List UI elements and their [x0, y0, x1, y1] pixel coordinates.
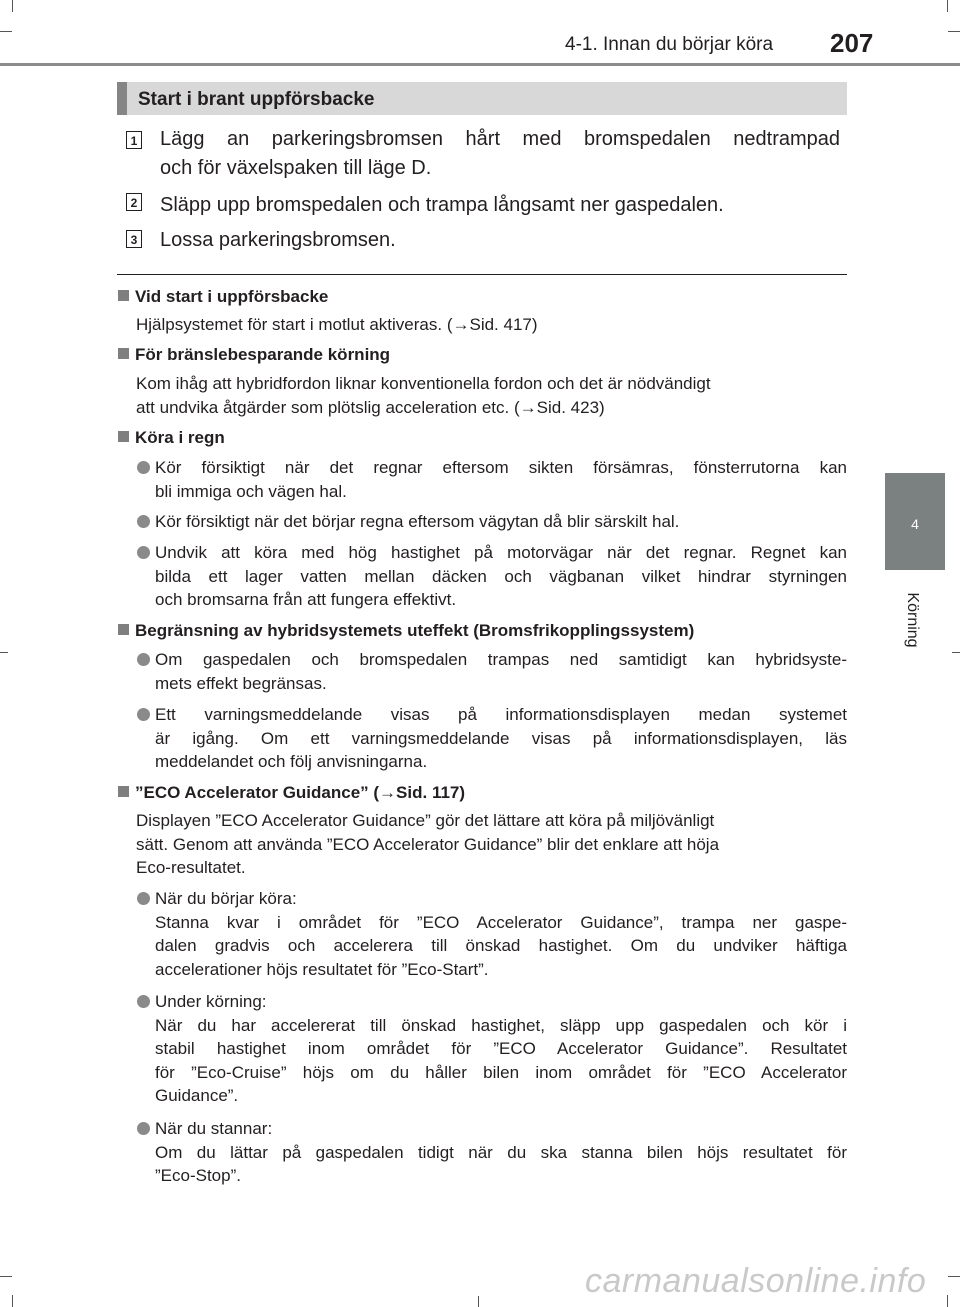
square-bullet-icon [118, 786, 129, 797]
bullet-line: är igång. Om ett varningsmeddelande visas på informationsdisplayen, läs [155, 728, 847, 748]
note-heading-text: Begränsning av hybridsystemets uteffekt (Bromsfrikopplingssystem) [135, 621, 695, 640]
step-text [160, 125, 840, 183]
chapter-label-wrap [902, 580, 922, 660]
crop-mark [947, 0, 948, 12]
page-number: 207 [830, 28, 874, 58]
square-bullet-icon [118, 348, 129, 359]
note-heading-text: Köra i regn [135, 428, 225, 447]
note-body [136, 372, 846, 419]
bullet-line: stabil hastighet inom området för ”ECO Accelerator Guidance”. Resultatet [155, 1039, 847, 1058]
note-heading [118, 783, 465, 803]
bullet-line: Om du lättar på gaspedalen tidigt när du ska stanna bilen höjs resultatet för [155, 1142, 847, 1162]
note-heading [118, 621, 694, 641]
circle-bullet-icon [137, 515, 150, 528]
bullet-line: Kör försiktigt när det börjar regna eftersom vägytan då blir särskilt hal. [155, 512, 680, 531]
bullet-line: Ett varningsmeddelande visas på informationsdisplayen medan systemet [155, 705, 847, 724]
bullet-line: meddelandet och följ anvisningarna. [155, 752, 428, 771]
step-text [160, 191, 840, 220]
header-rule [0, 63, 960, 66]
divider [117, 274, 847, 275]
crop-mark [948, 1276, 960, 1277]
watermark: carmanualsonline.info [585, 1262, 927, 1300]
bullet-item [137, 887, 847, 981]
note-line: Kom ihåg att hybridfordon liknar konventionella fordon och det är nödvändigt [136, 374, 711, 393]
bullet-line: accelerationer höjs resultatet för ”Eco-Start”. [155, 959, 489, 979]
crop-mark [0, 31, 12, 32]
bullet-line: Undvik att köra med hög hastighet på motorvägar när det regnar. Regnet kan [155, 543, 847, 562]
crop-mark [12, 1295, 13, 1307]
bullet-item [137, 1117, 847, 1188]
note-line: Displayen ”ECO Accelerator Guidance” gör det lättare att köra på miljövänligt [136, 811, 715, 830]
bullet-item [137, 990, 847, 1108]
step-line: Lägg an parkeringsbromsen hårt med bromspedalen nedtrampad [160, 128, 840, 150]
step-text [160, 226, 840, 255]
section-banner [117, 82, 847, 115]
bullet-line: bilda ett lager vatten mellan däcken och vägbanan vilket hindrar styrningen [155, 566, 847, 586]
chapter-tab [885, 473, 945, 570]
banner-accent [117, 82, 127, 115]
note-line: sätt. Genom att använda ”ECO Accelerator Guidance” blir det enklare att höja [136, 834, 720, 854]
circle-bullet-icon [137, 461, 150, 474]
crop-mark [952, 652, 960, 653]
note-heading [118, 428, 225, 448]
note-heading-text: Vid start i uppförsbacke [135, 287, 329, 306]
circle-bullet-icon [137, 1122, 150, 1135]
bullet-line: dalen gradvis och accelerera till önskad hastighet. Om du undviker häftiga [155, 936, 847, 955]
bullet-line: När du har accelererat till önskad hastighet, släpp upp gaspedalen och kör i [155, 1015, 847, 1035]
bullet-item [137, 510, 847, 534]
bullet-line: ”Eco-Stop”. [155, 1166, 241, 1185]
bullet-line: Om gaspedalen och bromspedalen trampas ned samtidigt kan hybridsyste- [155, 650, 847, 669]
circle-bullet-icon [137, 546, 150, 559]
step-number: 1 [126, 131, 142, 149]
square-bullet-icon [118, 624, 129, 635]
bullet-line: bli immiga och vägen hal. [155, 481, 347, 501]
chapter-label: Körning [904, 592, 921, 648]
note-line: Hjälpsystemet för start i motlut aktiveras. (→Sid. 417) [136, 315, 538, 334]
note-line: att undvika åtgärder som plötslig acceleration etc. (→Sid. 423) [136, 397, 605, 417]
bullet-line: och bromsarna från att fungera effektivt. [155, 590, 457, 609]
note-heading-text: För bränslebesparande körning [135, 345, 391, 364]
bullet-line: Guidance”. [155, 1086, 239, 1105]
circle-bullet-icon [137, 892, 150, 905]
bullet-item [137, 703, 847, 774]
note-heading [118, 287, 328, 307]
step-line: Släpp upp bromspedalen och trampa långsamt ner gaspedalen. [160, 194, 724, 216]
bullet-item [137, 456, 847, 503]
bullet-item [137, 541, 847, 612]
crop-mark [0, 1276, 12, 1277]
square-bullet-icon [118, 290, 129, 301]
bullet-line: Stanna kvar i området för ”ECO Accelerator Guidance”, trampa ner gaspe- [155, 912, 847, 932]
bullet-line: Under körning: [155, 992, 267, 1011]
bullet-item [137, 648, 847, 695]
note-body [136, 809, 846, 880]
step-number: 3 [126, 230, 142, 248]
circle-bullet-icon [137, 653, 150, 666]
bullet-line: mets effekt begränsas. [155, 673, 327, 693]
crop-mark [478, 1296, 479, 1307]
step-number: 2 [126, 193, 142, 211]
chapter-number: 4 [911, 516, 919, 532]
step-line: Lossa parkeringsbromsen. [160, 229, 396, 251]
bullet-line: Kör försiktigt när det regnar eftersom sikten försämras, fönsterrutorna kan [155, 458, 847, 477]
bullet-line: för ”Eco-Cruise” höjs om du håller bilen inom området för ”ECO Accelerator [155, 1062, 847, 1082]
crop-mark [12, 0, 13, 12]
banner-title: Start i brant uppförsbacke [138, 89, 375, 110]
bullet-line: När du börjar köra: [155, 889, 297, 908]
step-line: och för växelspaken till läge D. [160, 157, 432, 179]
crop-mark [947, 1295, 948, 1307]
square-bullet-icon [118, 431, 129, 442]
section-title: 4-1. Innan du börjar köra [565, 34, 774, 55]
bullet-line: När du stannar: [155, 1119, 273, 1138]
circle-bullet-icon [137, 995, 150, 1008]
circle-bullet-icon [137, 708, 150, 721]
note-line: Eco-resultatet. [136, 858, 246, 877]
note-heading-text: ”ECO Accelerator Guidance” (→Sid. 117) [135, 783, 466, 802]
note-heading [118, 345, 390, 365]
note-body [136, 313, 846, 337]
crop-mark [0, 652, 8, 653]
crop-mark [948, 31, 960, 32]
